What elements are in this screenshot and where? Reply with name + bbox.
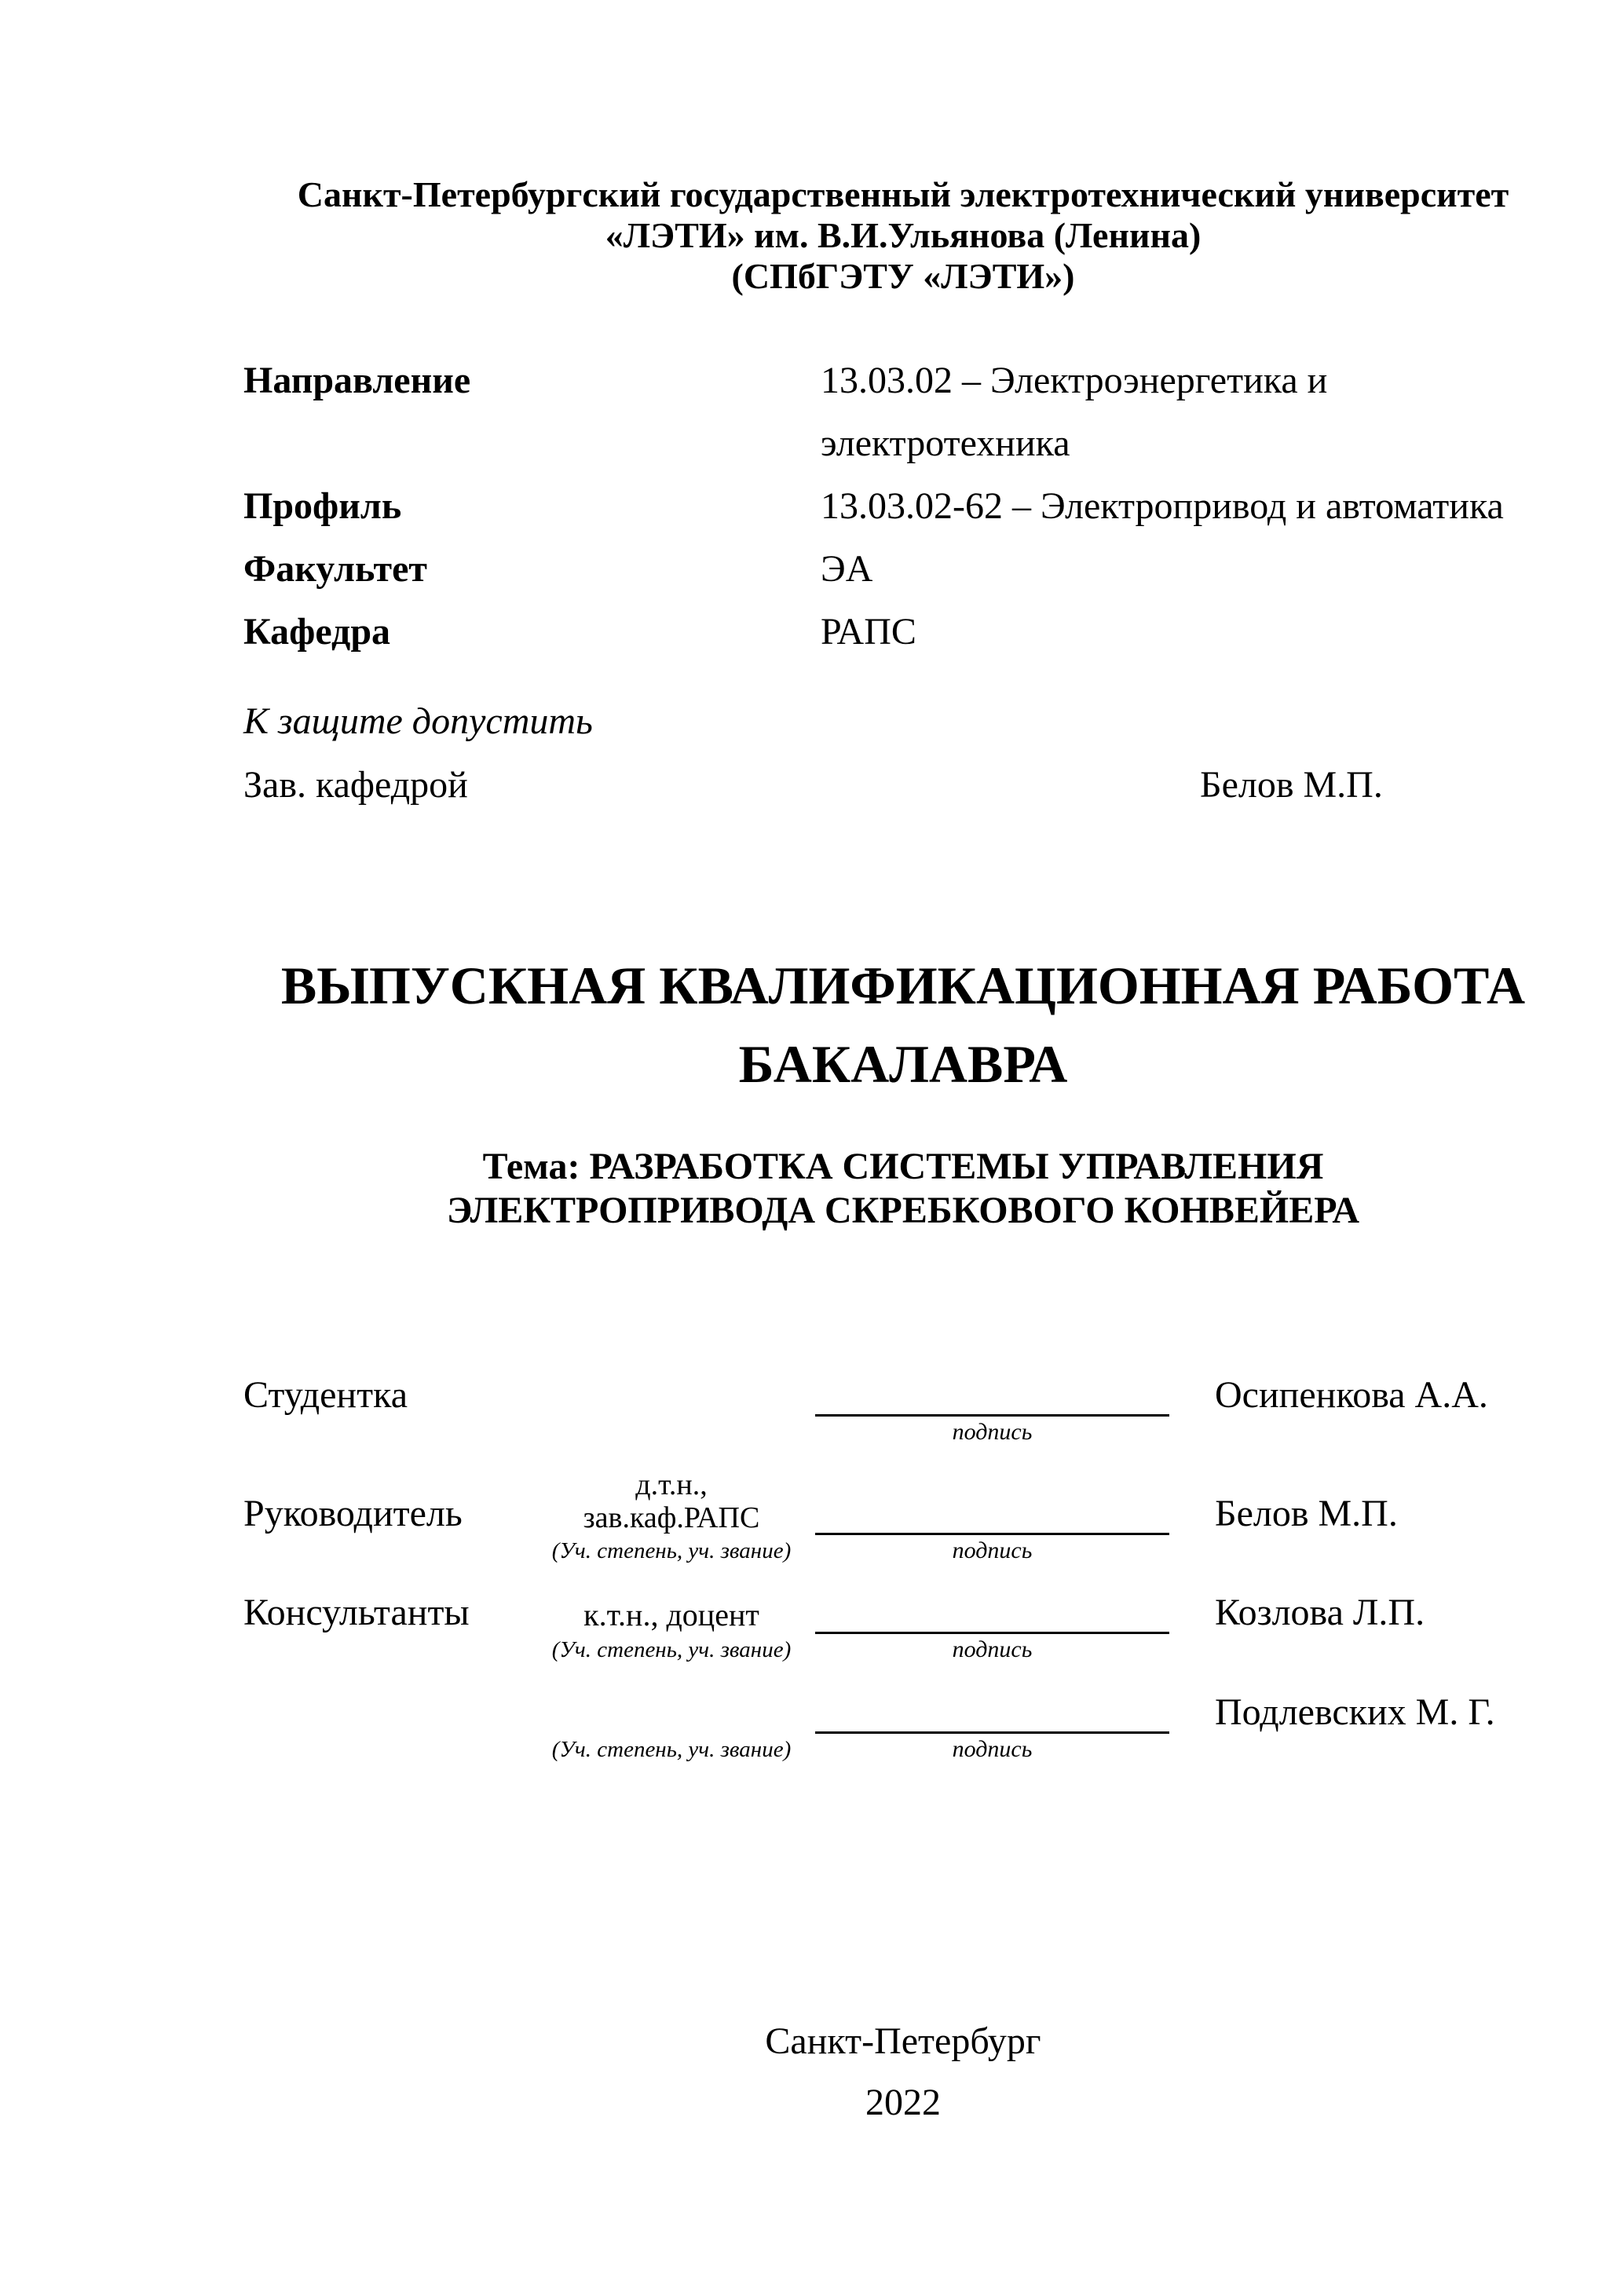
work-topic — [243, 1145, 1563, 1233]
signature-role-consultants: Консультанты — [243, 1592, 470, 1633]
signature-row-student — [243, 1375, 1563, 1453]
university-header — [243, 174, 1563, 297]
field-value-faculty: ЭА — [821, 548, 873, 590]
signature-degree-supervisor-line2: зав.каф.РАПС — [583, 1501, 760, 1534]
signature-name-supervisor: Белов М.П. — [1215, 1493, 1398, 1534]
field-label-profile: Профиль — [243, 485, 402, 527]
signature-line — [815, 1592, 1169, 1634]
signature-row-consultant-2 — [243, 1692, 1563, 1771]
field-row-direction — [243, 349, 1563, 475]
field-value-direction-line2: электротехника — [821, 422, 1070, 464]
work-topic-line2: ЭЛЕКТРОПРИВОДА СКРЕБКОВОГО КОНВЕЙЕРА — [446, 1190, 1360, 1231]
signature-line — [815, 1692, 1169, 1734]
signature-degree-supervisor-line1: д.т.н., — [635, 1468, 708, 1501]
field-label-direction: Направление — [243, 360, 471, 401]
signature-caption: подпись — [952, 1419, 1033, 1445]
field-value-direction — [821, 349, 1563, 475]
field-row-department — [243, 601, 1563, 664]
admission-note: К защите допустить — [243, 700, 593, 742]
admission-name: Белов М.П. — [1200, 764, 1383, 806]
work-title-line2: БАКАЛАВРА — [738, 1034, 1068, 1094]
signature-caption: подпись — [952, 1537, 1033, 1563]
signature-degree-consultant-1: к.т.н., доцент — [583, 1597, 759, 1632]
signature-name-consultant-2: Подлевских М. Г. — [1215, 1691, 1495, 1733]
field-value-department: РАПС — [821, 611, 916, 653]
signature-caption: подпись — [952, 1736, 1033, 1762]
degree-caption: (Уч. степень, уч. звание) — [551, 1538, 792, 1563]
degree-caption: (Уч. степень, уч. звание) — [551, 1637, 792, 1662]
signature-degree-supervisor — [518, 1468, 825, 1534]
work-title — [243, 946, 1563, 1103]
field-row-faculty — [243, 538, 1563, 601]
signature-role-student: Студентка — [243, 1374, 408, 1416]
work-title-line1: ВЫПУСКНАЯ КВАЛИФИКАЦИОННАЯ РАБОТА — [280, 956, 1526, 1015]
program-fields — [243, 349, 1563, 664]
field-value-direction-line1: 13.03.02 – Электроэнергетика и — [821, 360, 1328, 401]
signature-caption: подпись — [952, 1636, 1033, 1662]
university-name-line2: «ЛЭТИ» им. В.И.Ульянова (Ленина) — [605, 215, 1202, 255]
field-value-profile: 13.03.02-62 – Электропривод и автоматика — [821, 485, 1504, 527]
signature-row-supervisor — [243, 1468, 1563, 1572]
signature-name-student: Осипенкова А.А. — [1215, 1374, 1488, 1416]
footer-city: Санкт-Петербург — [765, 2020, 1041, 2062]
university-name-line1: Санкт-Петербургский государственный электротехнический университет — [297, 174, 1509, 214]
degree-caption: (Уч. степень, уч. звание) — [551, 1737, 792, 1762]
work-topic-line1: Тема: РАЗРАБОТКА СИСТЕМЫ УПРАВЛЕНИЯ — [482, 1146, 1324, 1187]
field-row-profile — [243, 475, 1563, 538]
field-label-department: Кафедра — [243, 611, 391, 653]
admission-row — [243, 766, 1563, 805]
signature-role-supervisor: Руководитель — [243, 1493, 463, 1534]
footer-year: 2022 — [865, 2082, 941, 2123]
signature-name-consultant-1: Козлова Л.П. — [1215, 1592, 1425, 1633]
signature-row-consultant-1 — [243, 1592, 1563, 1671]
field-label-faculty: Факультет — [243, 548, 427, 590]
admission-role: Зав. кафедрой — [243, 764, 468, 806]
university-abbreviation-line: (СПбГЭТУ «ЛЭТИ») — [731, 256, 1075, 296]
signature-line — [815, 1375, 1169, 1417]
signature-line — [815, 1493, 1169, 1535]
